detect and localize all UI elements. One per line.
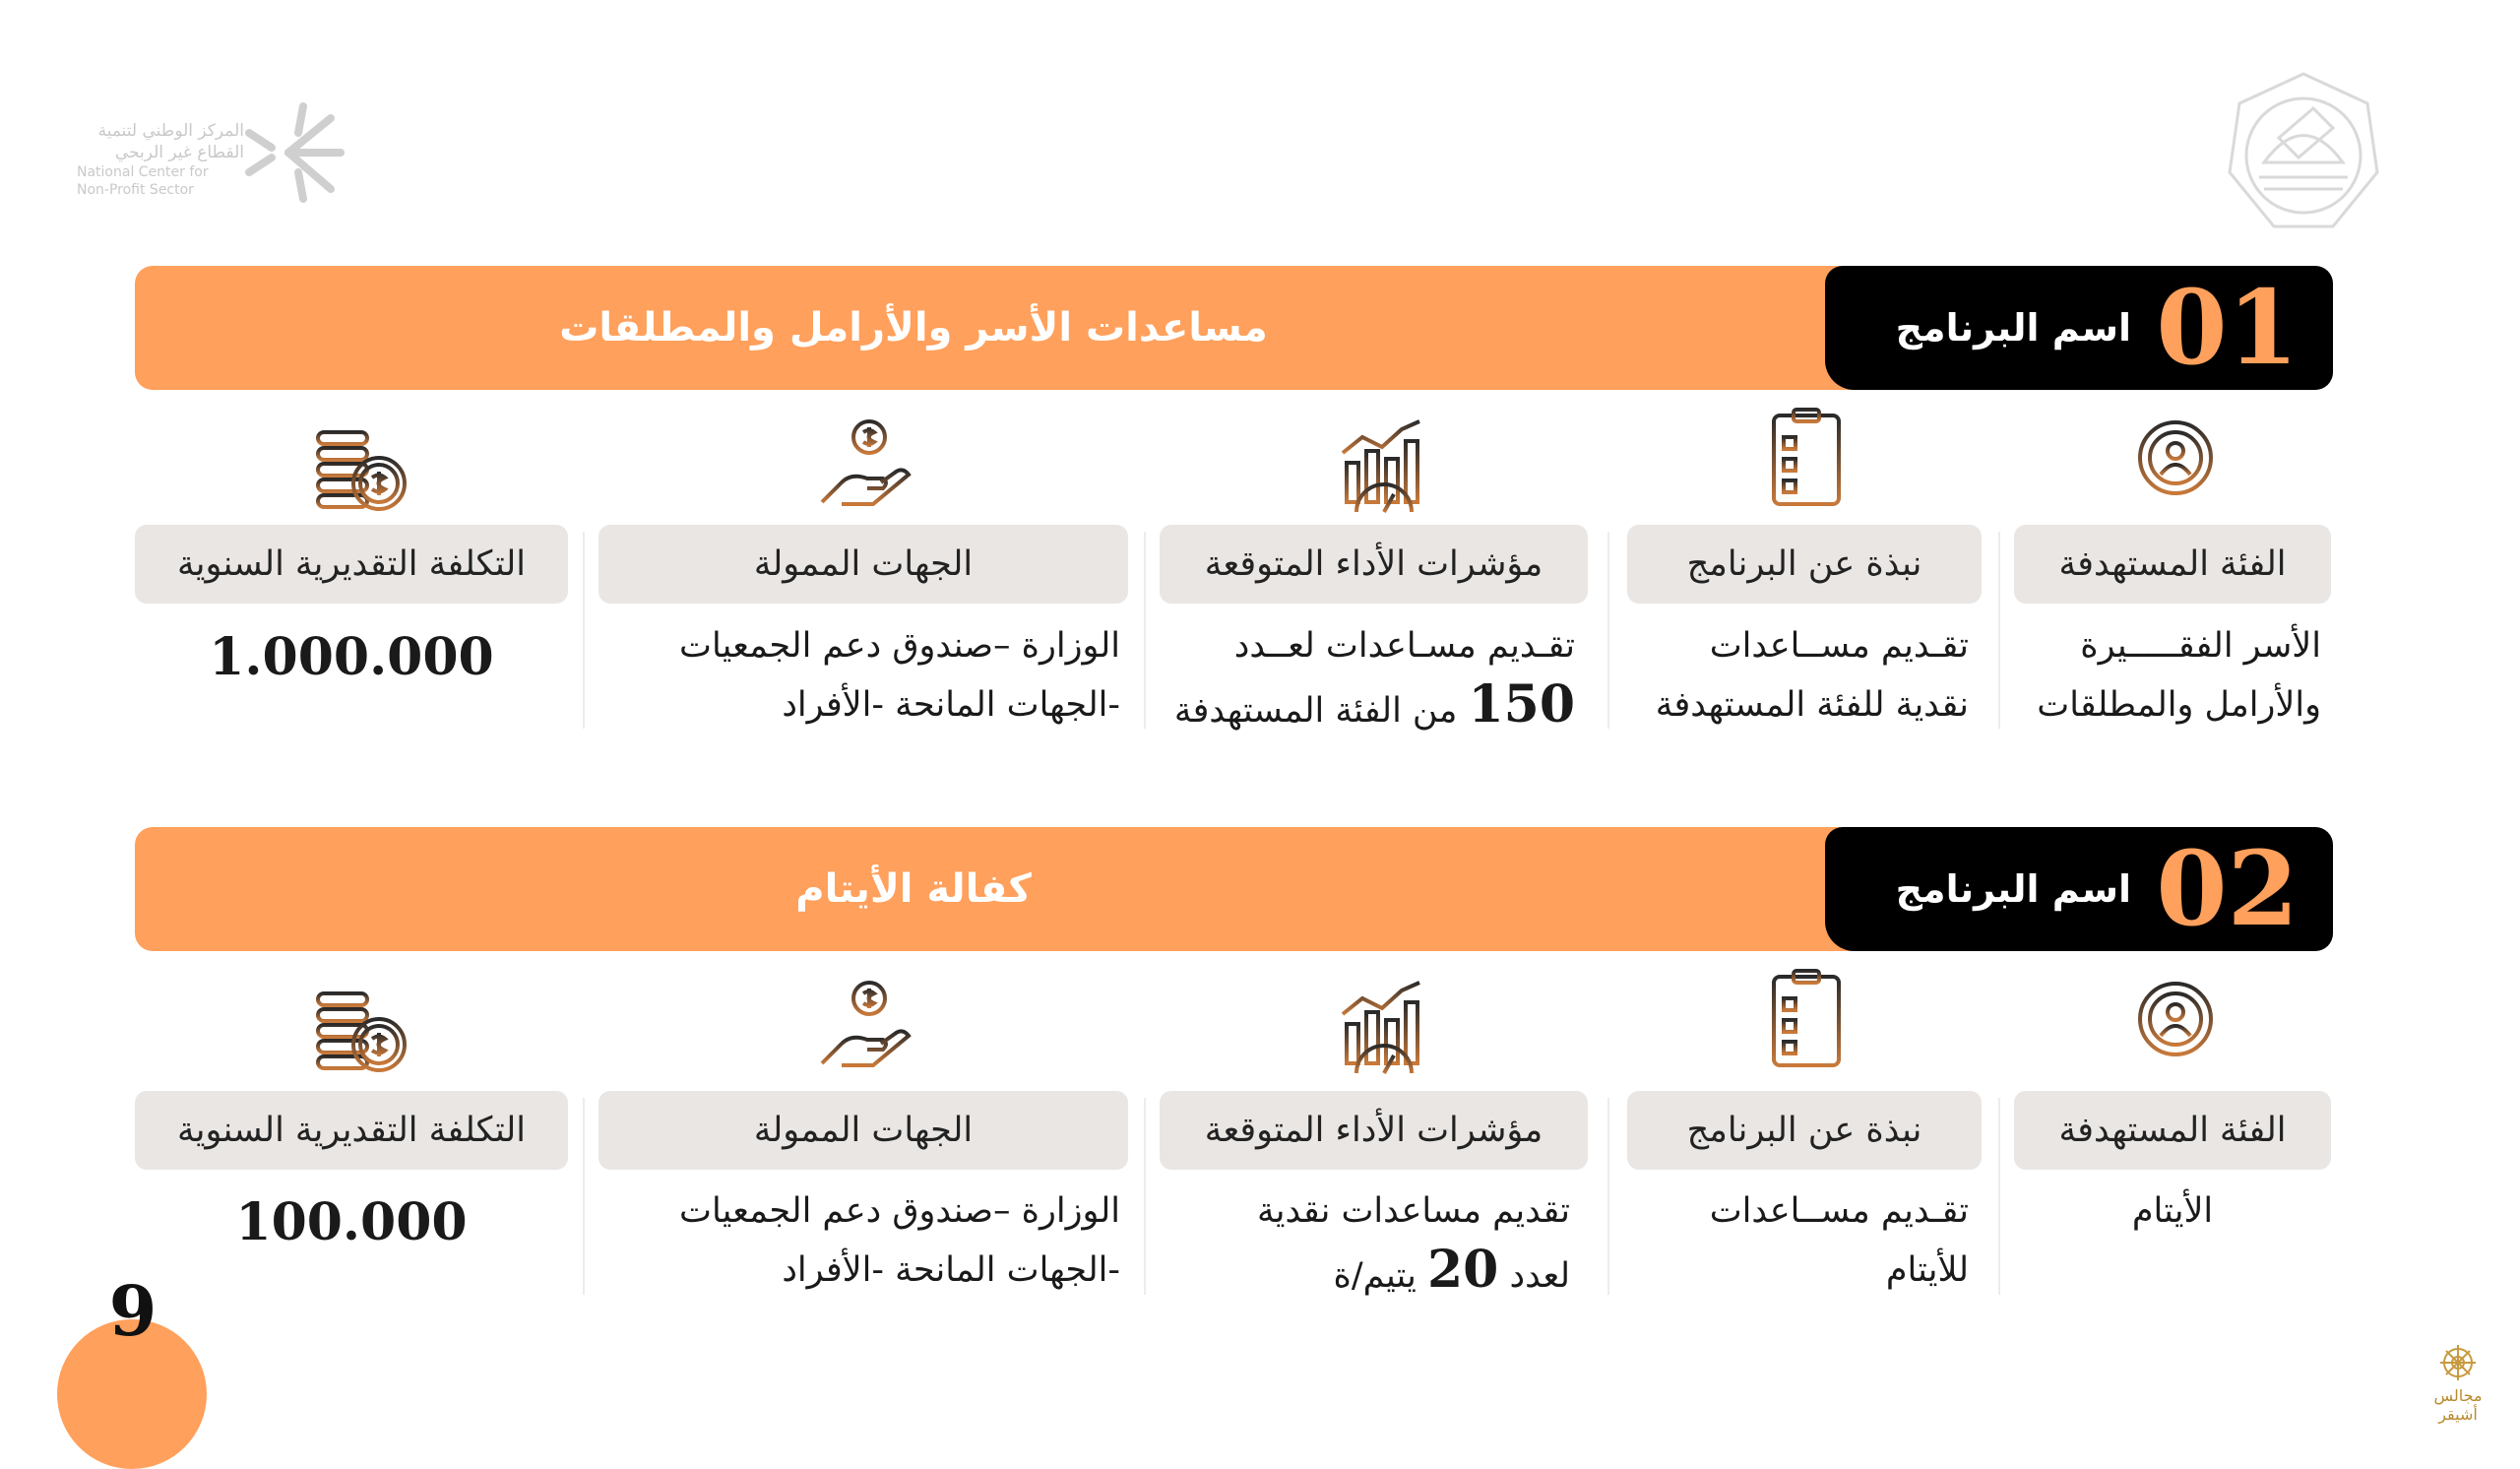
col-header-kpi: مؤشرات الأداء المتوقعة [1160,525,1588,604]
kpi-text [1152,1182,1570,1306]
column-divider [1607,532,1609,729]
program-banner-2 [135,827,2333,951]
program-label: اسم البرنامج [1895,867,2131,911]
majlis-label: مجالس أشيقر [2433,1386,2483,1424]
ncnp-star-icon [244,98,352,207]
col-header-target: الفئة المستهدفة [2014,525,2331,604]
kpi-line-2 [1152,675,1575,740]
target-text [2008,616,2321,734]
program-label: اسم البرنامج [1895,306,2131,350]
program-label-box [1825,827,2333,951]
hand-money-icon [812,414,920,522]
kpi-line-1: تقديم مساعدات نقدية [1257,1191,1570,1231]
kpi-prefix: لعدد [1509,1256,1570,1296]
ncnp-logo-ar-line1: المركز الوطني لتنمية [97,121,244,141]
page-number: 9 [108,1270,158,1352]
col-header-cost: التكلفة التقديرية السنوية [135,1091,568,1170]
col-header-cost: التكلفة التقديرية السنوية [135,525,568,604]
kpi-number: 150 [1468,674,1575,734]
cost-value: 1.000.000 [209,627,494,687]
kpi-suffix: يتيم/ة [1333,1256,1417,1296]
funders-line-2: -الجهات المانحة -الأفراد [782,685,1120,725]
about-line-1: تقـديم مســاعدات [1709,1191,1969,1231]
association-seal-icon [2220,69,2387,236]
column-divider [1144,532,1146,729]
column-divider [1998,532,2000,729]
kpi-text [1152,616,1575,740]
kpi-line-2 [1152,1241,1570,1306]
clipboard-checklist-icon [1752,404,1860,512]
funders-line-1: الوزارة –صندوق دعم الجمعيات [679,1191,1120,1231]
ncnp-logo-en-line1: National Center for [77,164,209,180]
about-text [1614,1182,1969,1300]
kpi-number: 20 [1426,1240,1499,1300]
program-number: 01 [2156,267,2299,388]
target-person-icon [2121,965,2230,1073]
ncnp-logo-ar-line2: القطاع غير الربحي [114,143,244,162]
column-divider [1998,1098,2000,1295]
ncnp-logo-en-line2: Non-Profit Sector [77,182,194,198]
program-banner-1 [135,266,2333,390]
program-name: مساعدات الأسر والأرامل والمطلقات [559,305,1268,351]
target-line-1: الأسر الفقـــــيرة [2080,626,2321,666]
target-line-2: والأرامل والمطلقات [2037,685,2321,725]
program-number: 02 [2156,828,2299,949]
col-header-funders: الجهات الممولة [598,1091,1128,1170]
funders-line-1: الوزارة –صندوق دعم الجمعيات [679,626,1120,666]
majlis-logo [2414,1341,2502,1424]
coins-stack-icon [310,418,418,527]
column-divider [1144,1098,1146,1295]
about-line-1: تقـديم مســاعدات [1709,626,1969,666]
target-person-icon [2121,404,2230,512]
col-header-kpi: مؤشرات الأداء المتوقعة [1160,1091,1588,1170]
funders-text [591,616,1120,734]
performance-chart-icon [1329,414,1437,522]
program-label-box [1825,266,2333,390]
hand-money-icon [812,975,920,1083]
col-header-target: الفئة المستهدفة [2014,1091,2331,1170]
performance-chart-icon [1329,975,1437,1083]
col-header-about: نبذة عن البرنامج [1627,1091,1982,1170]
ornament-icon [2414,1341,2502,1390]
cost-value: 100.000 [235,1192,468,1252]
column-divider [583,1098,585,1295]
column-divider [1607,1098,1609,1295]
funders-line-2: -الجهات المانحة -الأفراد [782,1250,1120,1290]
about-text [1614,616,1969,734]
col-header-about: نبذة عن البرنامج [1627,525,1982,604]
about-line-2: للأيتام [1885,1250,1969,1290]
clipboard-checklist-icon [1752,965,1860,1073]
funders-text [591,1182,1120,1300]
col-header-funders: الجهات الممولة [598,525,1128,604]
kpi-line-1: تقـديم مسـاعدات لعــدد [1233,626,1575,666]
coins-stack-icon [310,980,418,1088]
about-line-2: نقدية للفئة المستهدفة [1655,685,1969,725]
kpi-line-2-rest: من الفئة المستهدفة [1173,691,1458,731]
column-divider [583,532,585,729]
program-name: كفالة الأيتام [795,866,1032,912]
target-text: الأيتام [2131,1191,2214,1231]
ncnp-logo [77,98,352,217]
